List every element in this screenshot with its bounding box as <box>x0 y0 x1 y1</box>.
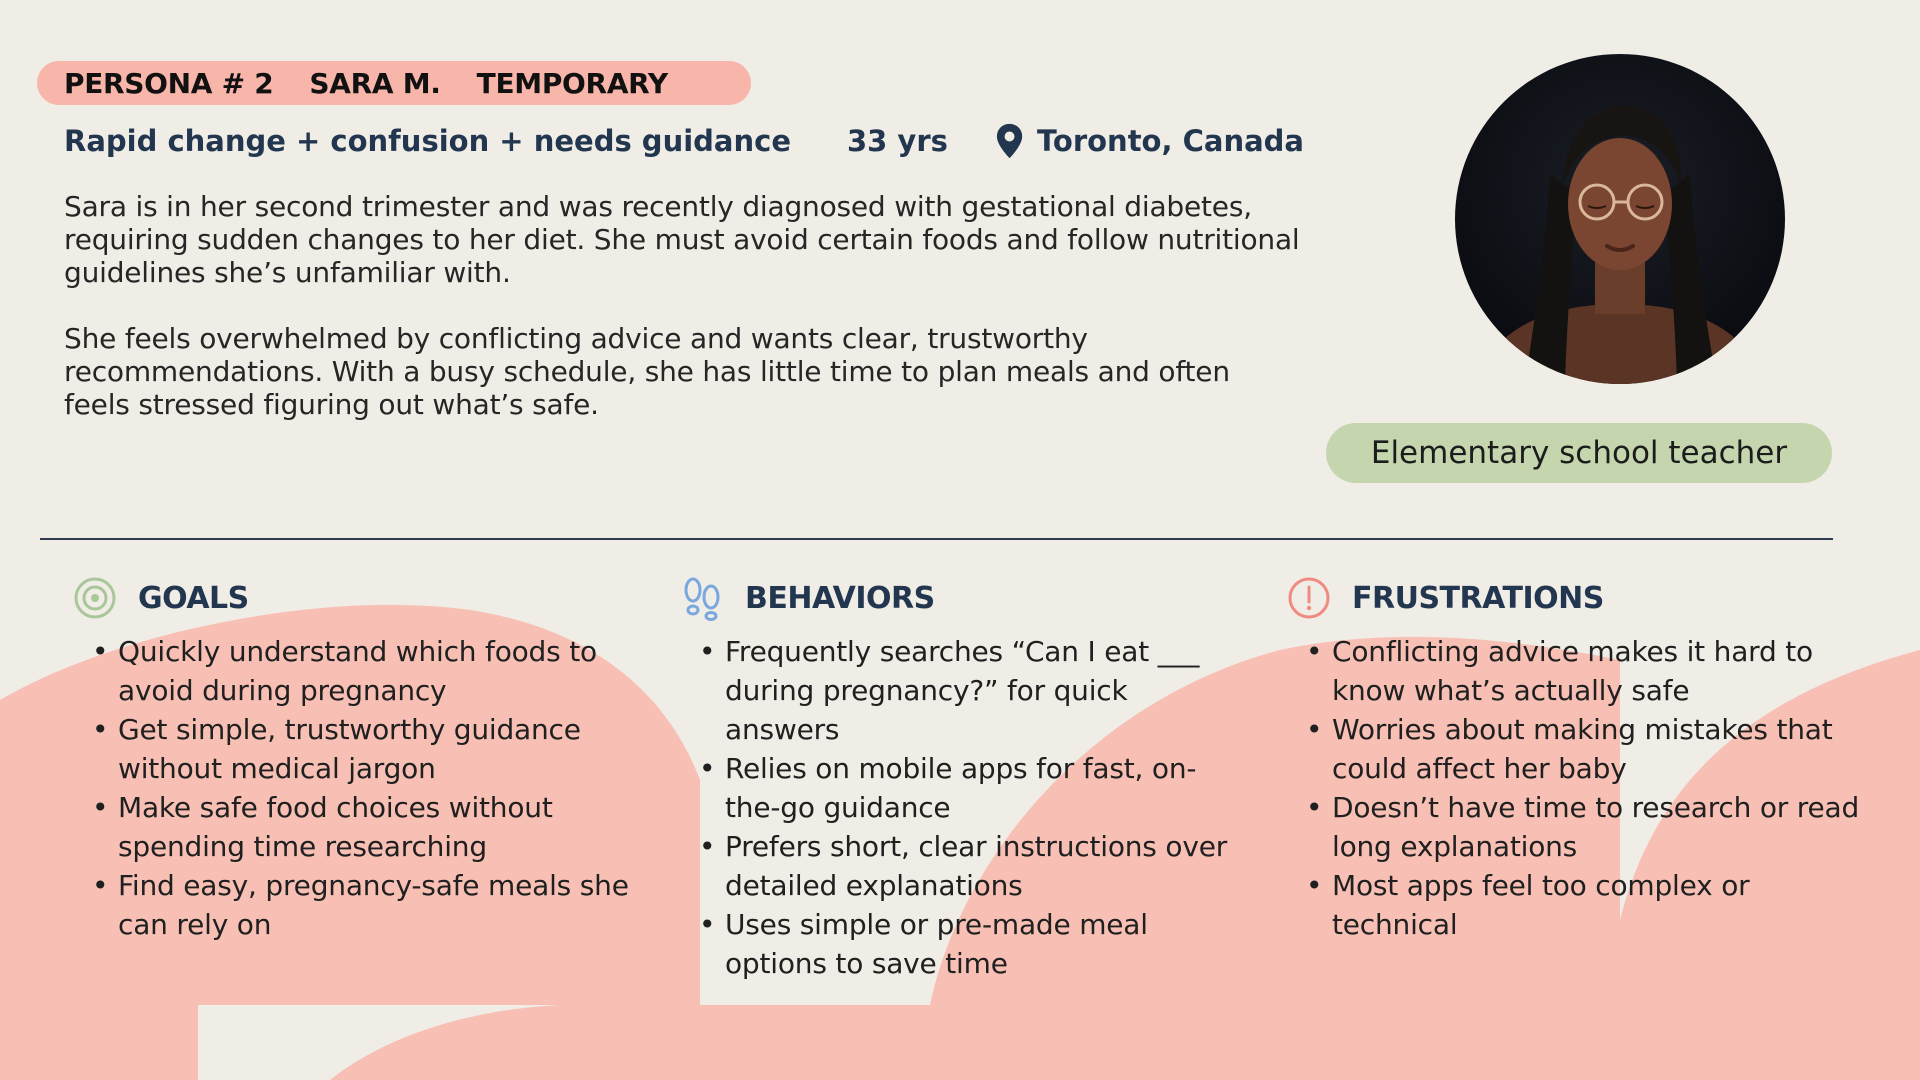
persona-number: PERSONA # 2 <box>64 66 274 100</box>
frustrations-column <box>1286 570 1866 944</box>
persona-description <box>64 190 1304 454</box>
behaviors-list <box>679 632 1239 983</box>
footprints-icon <box>679 575 725 621</box>
list-item: • Find easy, pregnancy-safe meals she can rely on <box>72 866 632 944</box>
persona-type: TEMPORARY <box>476 66 668 100</box>
avatar-portrait <box>1455 54 1785 384</box>
list-item: • Most apps feel too complex or technical <box>1286 866 1866 944</box>
goals-list <box>72 632 632 944</box>
persona-avatar <box>1455 54 1785 384</box>
list-item: • Relies on mobile apps for fast, on-the-go guidance <box>679 749 1239 827</box>
description-paragraph: Sara is in her second trimester and was recently diagnosed with gestational diabetes, requiring sudden changes to her diet. She must avoid certain foods and follow nutritional guidelines she’s unfamiliar with. <box>64 190 1300 289</box>
list-item: • Make safe food choices without spending time researching <box>72 788 632 866</box>
persona-subline <box>64 118 1304 164</box>
list-item: • Uses simple or pre-made meal options to save time <box>679 905 1239 983</box>
list-item: • Doesn’t have time to research or read long explanations <box>1286 788 1866 866</box>
persona-header-pill <box>37 61 751 105</box>
frustrations-title: FRUSTRATIONS <box>1352 580 1604 616</box>
frustrations-heading <box>1286 570 1866 626</box>
behaviors-column <box>679 570 1239 983</box>
list-item: • Frequently searches “Can I eat ___ during pregnancy?” for quick answers <box>679 632 1239 749</box>
frustrations-list <box>1286 632 1866 944</box>
section-divider <box>40 538 1833 540</box>
description-paragraph: She feels overwhelmed by conflicting advice and wants clear, trustworthy recommendations. With a busy schedule, she has little time to plan meals and often feels stressed figuring out what’s safe. <box>64 322 1230 421</box>
list-item: • Quickly understand which foods to avoid during pregnancy <box>72 632 632 710</box>
list-item: • Conflicting advice makes it hard to know what’s actually safe <box>1286 632 1866 710</box>
goals-heading <box>72 570 632 626</box>
behaviors-title: BEHAVIORS <box>745 580 935 616</box>
goals-title: GOALS <box>138 580 249 616</box>
persona-age: 33 yrs <box>846 124 948 158</box>
persona-tagline: Rapid change + confusion + needs guidance <box>64 124 791 158</box>
alert-circle-icon <box>1286 575 1332 621</box>
target-icon <box>72 575 118 621</box>
goals-column <box>72 570 632 944</box>
list-item: • Prefers short, clear instructions over detailed explanations <box>679 827 1239 905</box>
occupation-badge: Elementary school teacher <box>1326 423 1832 483</box>
list-item: • Worries about making mistakes that could affect her baby <box>1286 710 1866 788</box>
behaviors-heading <box>679 570 1239 626</box>
list-item: • Get simple, trustworthy guidance without medical jargon <box>72 710 632 788</box>
persona-name: SARA M. <box>309 66 441 100</box>
persona-location: Toronto, Canada <box>1036 124 1304 158</box>
location-pin-icon <box>996 121 1023 161</box>
